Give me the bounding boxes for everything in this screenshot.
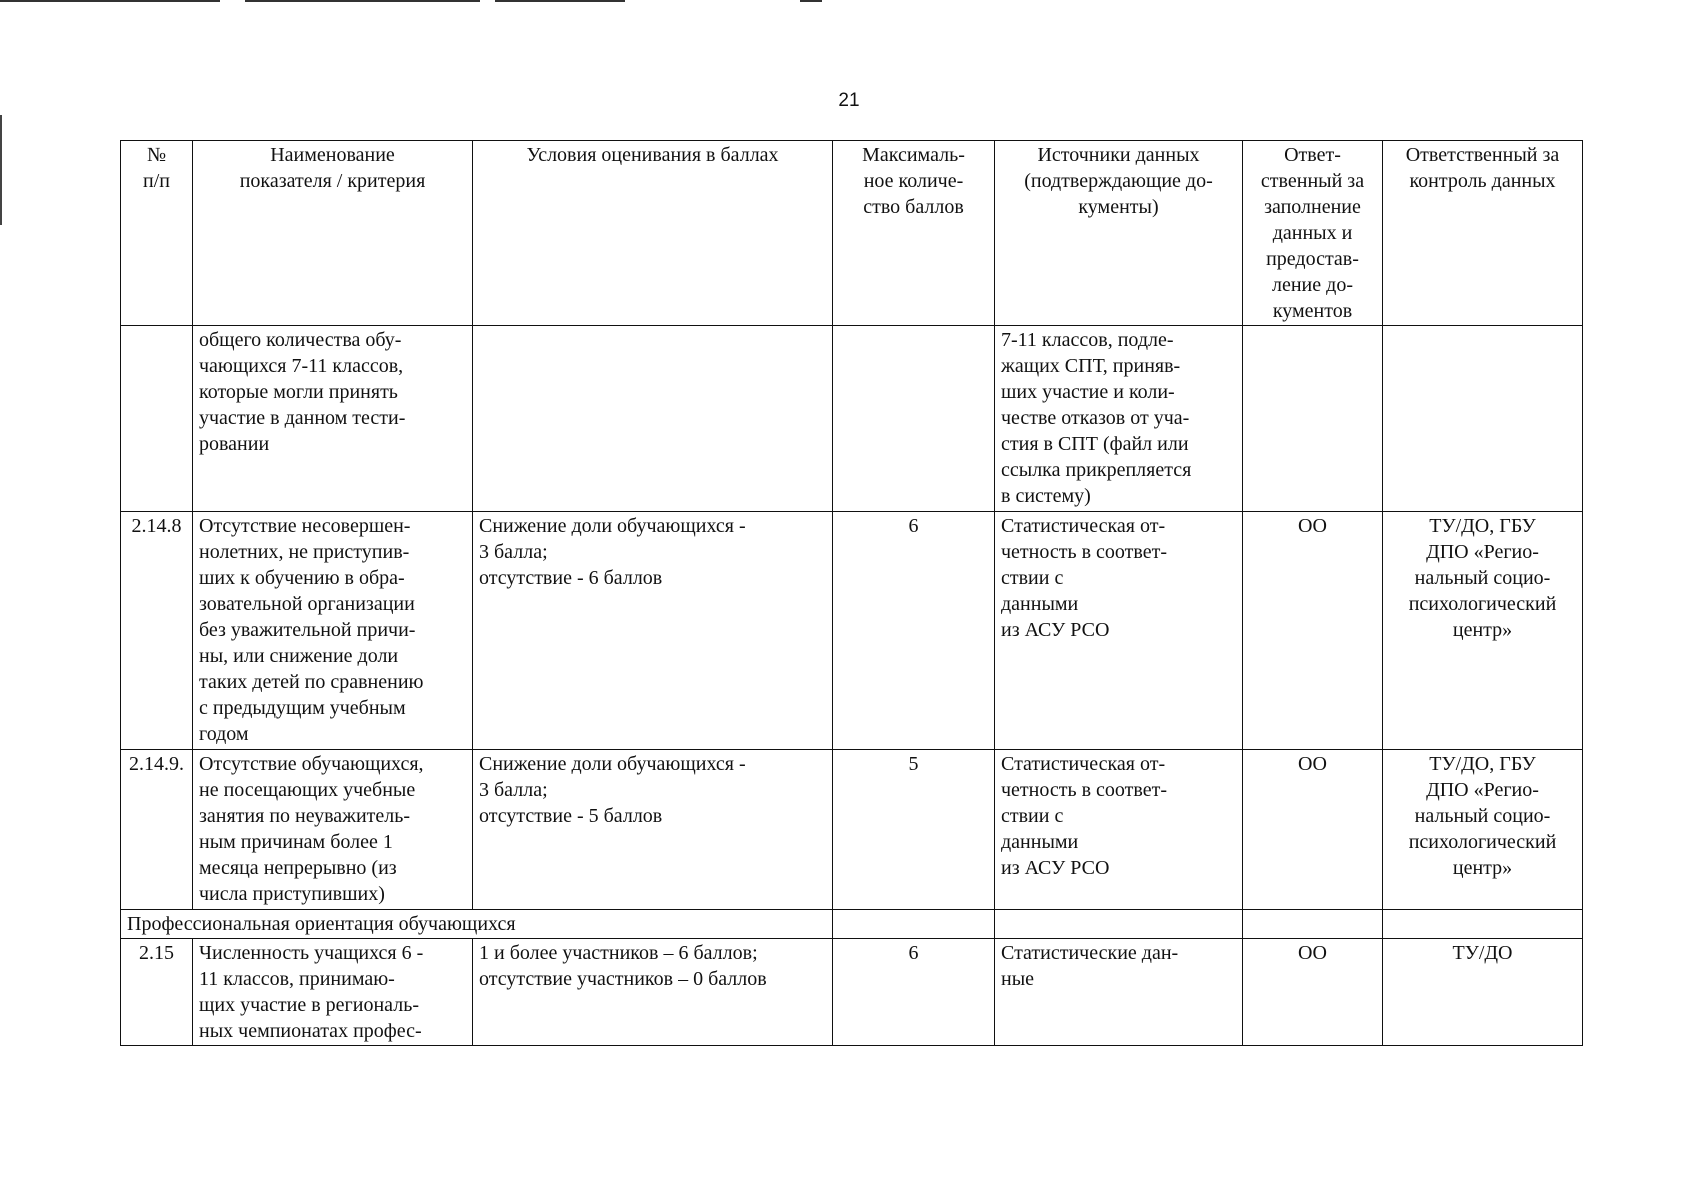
row-conditions <box>473 326 833 512</box>
row-conditions: 1 и более участников – 6 баллов; отсутствие участников – 0 баллов <box>473 939 833 1046</box>
table-row <box>121 512 1583 750</box>
row-responsible-fill <box>1243 326 1383 512</box>
header-num: № п/п <box>121 141 193 326</box>
row-conditions: Снижение доли обучающихся - 3 балла; отсутствие - 6 баллов <box>473 512 833 750</box>
header-conditions: Условия оценивания в баллах <box>473 141 833 326</box>
table-row <box>121 326 1583 512</box>
row-max-points: 6 <box>833 939 995 1046</box>
row-name: общего количества обу- чающихся 7-11 классов, которые могли принять участие в данном тести- ровании <box>193 326 473 512</box>
row-conditions: Снижение доли обучающихся - 3 балла; отсутствие - 5 баллов <box>473 750 833 910</box>
empty-cell <box>1383 910 1583 939</box>
table-row <box>121 750 1583 910</box>
empty-cell <box>833 910 995 939</box>
row-sources: Статистическая от- четность в соответ- ствии с данными из АСУ РСО <box>995 750 1243 910</box>
table-row <box>121 939 1583 1046</box>
header-responsible-control: Ответственный за контроль данных <box>1383 141 1583 326</box>
section-title: Профессиональная ориентация обучающихся <box>121 910 833 939</box>
row-sources: Статистическая от- четность в соответ- ствии с данными из АСУ РСО <box>995 512 1243 750</box>
row-responsible-fill: ОО <box>1243 939 1383 1046</box>
row-name: Численность учащихся 6 - 11 классов, принимаю- щих участие в региональ- ных чемпионатах профес- <box>193 939 473 1046</box>
header-name: Наименование показателя / критерия <box>193 141 473 326</box>
row-max-points: 5 <box>833 750 995 910</box>
scan-edge-line <box>495 0 625 2</box>
row-name: Отсутствие несовершен- нолетних, не приступив- ших к обучению в обра- зовательной организации без уважительной причи- ны, или снижение доли таких детей по сравнению с предыдущим учебным годом <box>193 512 473 750</box>
scan-edge-line <box>245 0 480 2</box>
row-num: 2.14.8 <box>121 512 193 750</box>
row-responsible-control: ТУ/ДО, ГБУ ДПО «Регио- нальный социо- психологический центр» <box>1383 750 1583 910</box>
scan-edge-line <box>800 0 822 2</box>
table-header-row <box>121 141 1583 326</box>
header-sources: Источники данных (подтверждающие до- кументы) <box>995 141 1243 326</box>
row-responsible-control: ТУ/ДО <box>1383 939 1583 1046</box>
row-name: Отсутствие обучающихся, не посещающих учебные занятия по неуважитель- ным причинам более 1 месяца непрерывно (из числа приступивших) <box>193 750 473 910</box>
header-max-points: Максималь- ное количе- ство баллов <box>833 141 995 326</box>
row-max-points <box>833 326 995 512</box>
row-responsible-control: ТУ/ДО, ГБУ ДПО «Регио- нальный социо- психологический центр» <box>1383 512 1583 750</box>
row-responsible-control <box>1383 326 1583 512</box>
header-responsible-fill: Ответ- ственный за заполнение данных и предостав- ление до- кументов <box>1243 141 1383 326</box>
row-max-points: 6 <box>833 512 995 750</box>
empty-cell <box>995 910 1243 939</box>
section-row <box>121 910 1583 939</box>
scan-edge-mark <box>0 115 2 225</box>
scan-edge-line <box>0 0 220 2</box>
row-num <box>121 326 193 512</box>
row-responsible-fill: ОО <box>1243 512 1383 750</box>
row-sources: Статистические дан- ные <box>995 939 1243 1046</box>
row-num: 2.14.9. <box>121 750 193 910</box>
empty-cell <box>1243 910 1383 939</box>
row-responsible-fill: ОО <box>1243 750 1383 910</box>
row-sources: 7-11 классов, подле- жащих СПТ, приняв- ших участие и коли- честве отказов от уча- стия в СПТ (файл или ссылка прикрепляется в систему) <box>995 326 1243 512</box>
row-num: 2.15 <box>121 939 193 1046</box>
criteria-table <box>120 140 1583 1046</box>
page-number: 21 <box>838 90 860 111</box>
